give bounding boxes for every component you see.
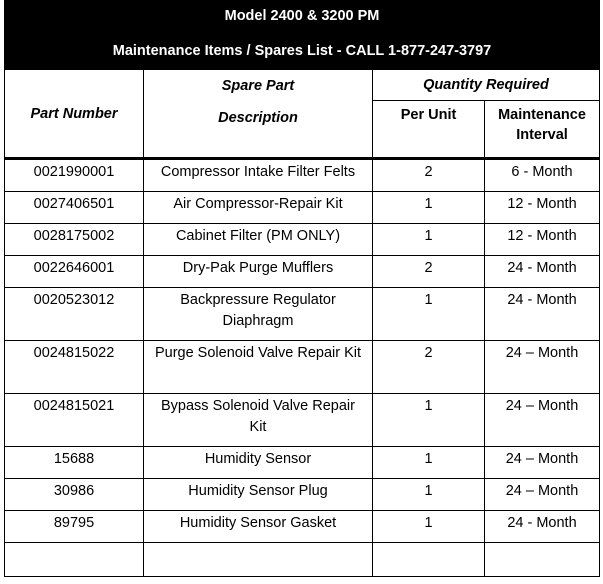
part-number-cell: 30986 [5, 479, 144, 511]
part-number-cell: 0022646001 [5, 256, 144, 288]
interval-cell: 24 – Month [485, 479, 600, 511]
empty-cell [485, 543, 600, 577]
description-cell: Cabinet Filter (PM ONLY) [144, 224, 373, 256]
per-unit-cell: 1 [373, 192, 485, 224]
per-unit-cell: 2 [373, 341, 485, 394]
interval-cell: 24 - Month [485, 511, 600, 543]
description-cell: Bypass Solenoid Valve Repair Kit [144, 394, 373, 447]
spares-table [4, 0, 600, 577]
table-row [5, 256, 600, 288]
description-cell: Dry-Pak Purge Mufflers [144, 256, 373, 288]
per-unit-cell: 1 [373, 394, 485, 447]
part-number-cell: 0027406501 [5, 192, 144, 224]
interval-cell: 12 - Month [485, 192, 600, 224]
empty-cell [373, 543, 485, 577]
part-number-cell: 15688 [5, 447, 144, 479]
per-unit-cell: 2 [373, 159, 485, 192]
per-unit-cell: 1 [373, 511, 485, 543]
table-row [5, 479, 600, 511]
header-spare-part: Spare Part [221, 78, 295, 94]
empty-cell [5, 543, 144, 577]
part-number-cell: 0028175002 [5, 224, 144, 256]
per-unit-cell: 2 [373, 256, 485, 288]
description-cell: Purge Solenoid Valve Repair Kit [144, 341, 373, 394]
table-row [5, 159, 600, 192]
interval-cell: 24 – Month [485, 394, 600, 447]
header-part-number: Part Number [5, 70, 144, 159]
header-maintenance: Maintenance [498, 107, 586, 123]
empty-cell [144, 543, 373, 577]
table-row [5, 447, 600, 479]
interval-cell: 12 - Month [485, 224, 600, 256]
empty-table-row [5, 543, 600, 577]
table-row [5, 288, 600, 341]
per-unit-cell: 1 [373, 224, 485, 256]
banner-model-title: Model 2400 & 3200 PM [5, 1, 600, 32]
interval-cell: 6 - Month [485, 159, 600, 192]
spares-list-document [4, 0, 599, 577]
table-row [5, 394, 600, 447]
interval-cell: 24 – Month [485, 341, 600, 394]
header-spare-part-description [144, 70, 373, 159]
part-number-cell: 0021990001 [5, 159, 144, 192]
description-cell: Compressor Intake Filter Felts [144, 159, 373, 192]
table-row [5, 341, 600, 394]
description-cell: Humidity Sensor Gasket [144, 511, 373, 543]
header-per-unit: Per Unit [373, 101, 485, 159]
description-cell: Humidity Sensor Plug [144, 479, 373, 511]
banner-maintenance-call: Maintenance Items / Spares List - CALL 1-877-247-3797 [5, 32, 600, 70]
part-number-cell: 0020523012 [5, 288, 144, 341]
table-row [5, 224, 600, 256]
per-unit-cell: 1 [373, 447, 485, 479]
interval-cell: 24 - Month [485, 256, 600, 288]
header-description: Description [218, 110, 298, 126]
header-quantity-required: Quantity Required [373, 70, 600, 101]
per-unit-cell: 1 [373, 479, 485, 511]
part-number-cell: 89795 [5, 511, 144, 543]
table-row [5, 511, 600, 543]
interval-cell: 24 - Month [485, 288, 600, 341]
header-interval: Interval [516, 127, 568, 143]
per-unit-cell: 1 [373, 288, 485, 341]
interval-cell: 24 – Month [485, 447, 600, 479]
description-cell: Air Compressor-Repair Kit [144, 192, 373, 224]
part-number-cell: 0024815021 [5, 394, 144, 447]
description-cell: Backpressure Regulator Diaphragm [144, 288, 373, 341]
description-cell: Humidity Sensor [144, 447, 373, 479]
table-row [5, 192, 600, 224]
header-maintenance-interval [485, 101, 600, 159]
part-number-cell: 0024815022 [5, 341, 144, 394]
